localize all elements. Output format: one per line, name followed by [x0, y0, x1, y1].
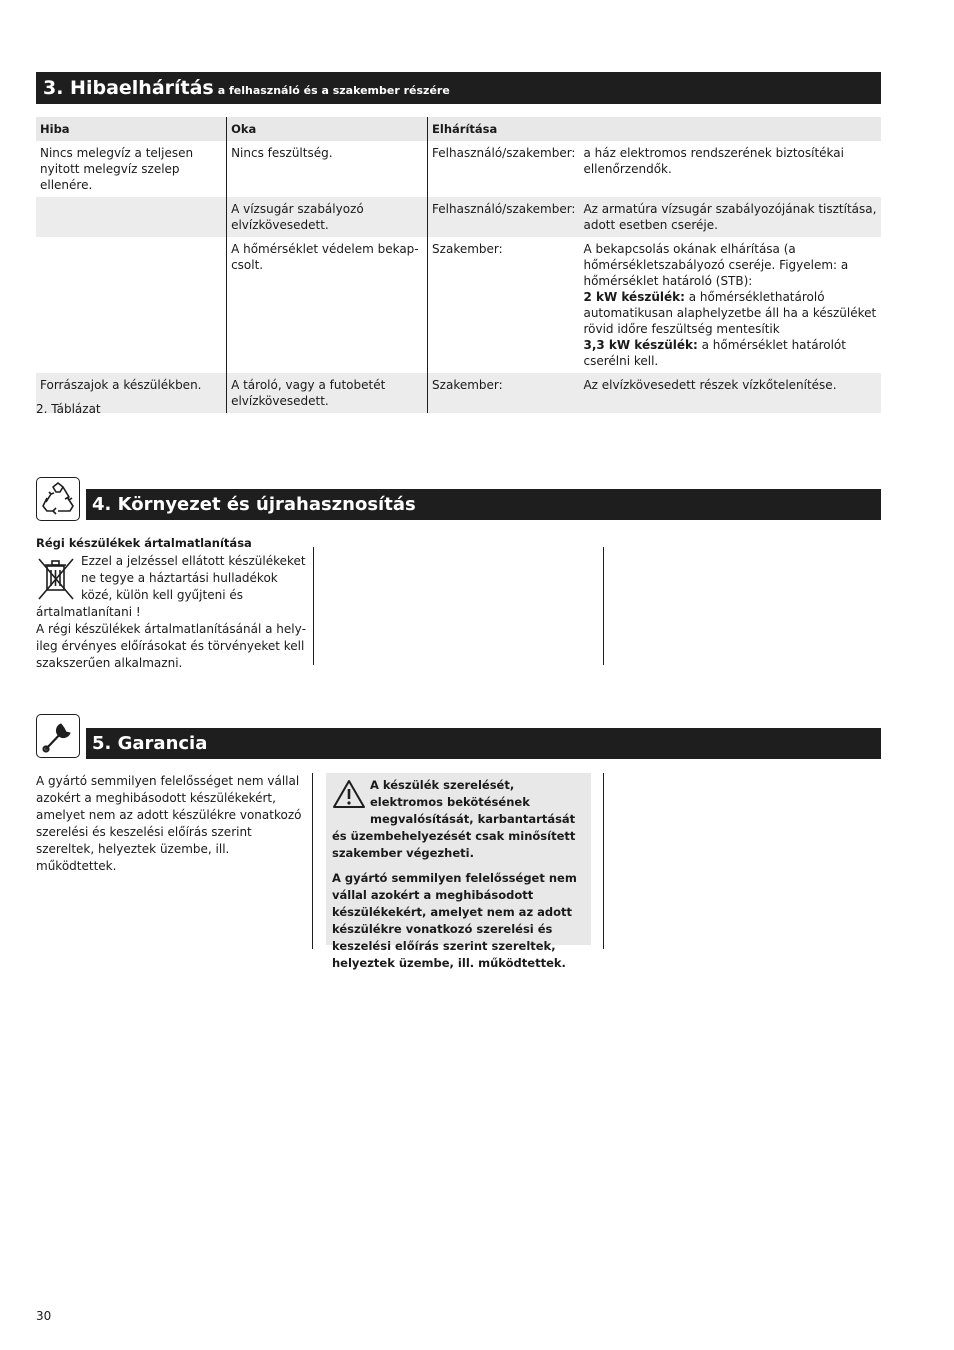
mit-33kw-text: a hőmérséklet határolót cserélni kell.: [583, 338, 846, 368]
cell-mit: Az elvízkövesedett részek vízkőtelenítése.: [579, 373, 881, 413]
column-divider: [603, 547, 604, 665]
section-3-header: [36, 72, 881, 104]
recycle-icon: [36, 477, 80, 521]
cell-mit: Az armatúra vízsugár szabályozójának tisztítása, adott esetben cseréje.: [579, 197, 881, 237]
column-divider: [603, 773, 604, 949]
warranty-text: A gyártó semmilyen felelősséget nem vállal azokért a meghibásodott készülékekért, amelyet nem az adott készülékre vonatkozó szerelési és keszelési előírás szerint szereltek, helyeztek üzembe, ill. működtettek.: [36, 774, 302, 873]
section-4-title: 4. Környezet és újrahasznosítás: [92, 494, 416, 515]
cell-hiba: [36, 237, 227, 373]
warning-box: [326, 773, 591, 970]
cell-oka: A tároló, vagy a futobetét elvízkövesedett.: [227, 373, 428, 413]
table-row: [36, 197, 881, 237]
header-oka: Oka: [227, 117, 428, 141]
header-empty: [579, 117, 881, 141]
column-divider: [312, 773, 313, 949]
table-caption: 2. Táblázat: [36, 402, 101, 416]
cell-hiba: Forrászajok a készülékben.: [36, 373, 227, 413]
cell-mit: [579, 237, 881, 373]
header-elharitasa: Elhárítása: [428, 117, 580, 141]
crossed-bin-icon: [36, 556, 76, 602]
section-3-title: 3. Hibaelhárítás a felhasználó és a szakember részére: [43, 77, 450, 99]
header-hiba: Hiba: [36, 117, 227, 141]
cell-oka: A hőmérséklet védelem bekapcsolt.: [227, 237, 428, 373]
table-row: [36, 141, 881, 197]
table-row: [36, 373, 881, 413]
cell-hiba: [36, 197, 227, 237]
wrench-icon: [36, 714, 80, 758]
warning-triangle-icon: [332, 779, 366, 813]
section-4-header: [86, 489, 881, 520]
warning-paragraph-1: A készülék szerelését, elektromos bekötésének megvalósítását, karbantartását és üzembehelyezését csak minősített szakember végezheti.: [332, 778, 576, 860]
section-3-subtitle: a felhasználó és a szakember részére: [217, 84, 450, 97]
section-5-header: [86, 728, 881, 759]
mit-intro: A bekapcsolás okának elhárítása (a hőmérsékletszabályozó cseréje. Figyelem: a hőmérséklet határoló (STB):: [583, 242, 849, 288]
cell-oka: Nincs feszültség.: [227, 141, 428, 197]
mit-2kw-text: a hőmérséklethatároló automatikusan alaphelyzetbe áll ha a készüléket rövid időre feszültség mentesítik: [583, 290, 877, 336]
warning-paragraph-2: A gyártó semmilyen felelősséget nem vállal azokért a meghibásodott készülékekért, amelyet nem az adott készülékre vonatkozó szerelési és keszelési előírás szerint szereltek, helyeztek üzembe, ill. működtettek.: [332, 871, 577, 970]
cell-ki: Szakember:: [428, 237, 580, 373]
cell-mit: a ház elektromos rendszerének biztosítékai ellenőrzendők.: [583, 146, 844, 176]
cell-ki: Felhasználó/szakember:: [428, 141, 580, 197]
cell-oka: A vízsugár szabályozó elvízkövesedett.: [227, 197, 428, 237]
cell-ki: Felhasználó/szakember:: [428, 197, 580, 237]
table-header-row: [36, 117, 881, 141]
column-divider: [313, 547, 314, 665]
section-5-title: 5. Garancia: [92, 733, 208, 754]
table-row: [36, 237, 881, 373]
disposal-text-2: A régi készülékek ártalmatlanításánál a helyileg érvényes előírásokat és törvényeket kell szakszerűen alkalmazni.: [36, 622, 307, 670]
cell-ki: Szakember:: [428, 373, 580, 413]
cell-hiba: Nincs melegvíz a teljesen nyitott melegvíz szelep ellenére.: [40, 146, 194, 192]
mit-2kw-label: 2 kW készülék:: [583, 290, 685, 304]
disposal-text: [36, 553, 308, 672]
troubleshooting-table: [36, 117, 881, 413]
page-number: 30: [36, 1309, 52, 1323]
mit-33kw-label: 3,3 kW készülék:: [583, 338, 698, 352]
disposal-text-1: Ezzel a jelzéssel ellátott készülékeket ne tegye a háztartási hulladékok közé, külön kell gyűjteni és ártalmatlanítani !: [36, 554, 306, 619]
disposal-title: Régi készülékek ártalmatlanítása: [36, 536, 252, 550]
